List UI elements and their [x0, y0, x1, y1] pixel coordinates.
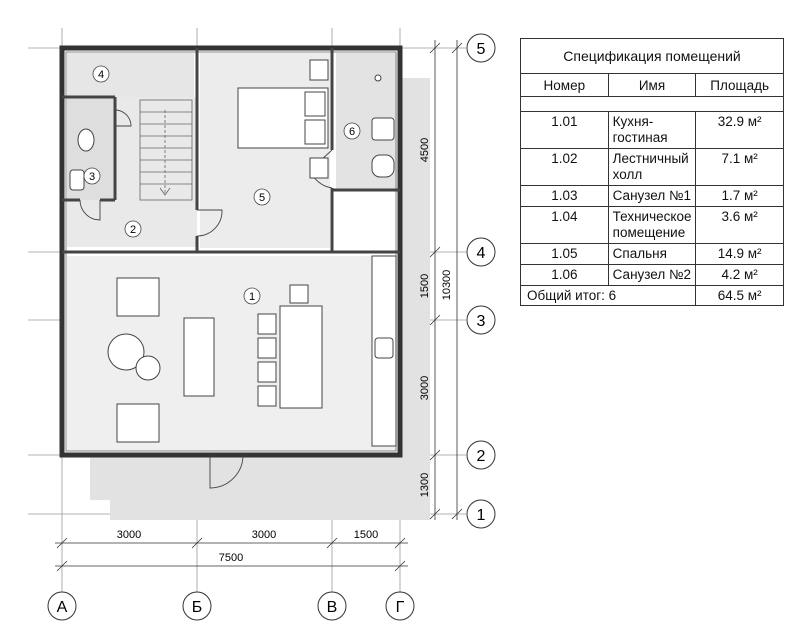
room-marker	[125, 221, 141, 237]
room-marker	[344, 123, 360, 139]
dim-bottom-3000-b: 3000	[251, 529, 277, 541]
svg-text:Г: Г	[395, 599, 405, 616]
axis-bubble-3	[467, 306, 495, 334]
dim-right-4500: 4500	[419, 137, 431, 163]
axis-bubble-a	[48, 592, 76, 620]
svg-text:2: 2	[129, 224, 137, 236]
room-marker	[244, 288, 260, 304]
spec-header-area: Площадь	[696, 74, 784, 97]
dim-right-1500: 1500	[419, 273, 431, 299]
dim-right-1300: 1300	[419, 472, 431, 498]
axis-bubble-2	[467, 441, 495, 469]
building	[62, 48, 400, 488]
table-row: 1.03 Санузел №1 1.7 м²	[521, 186, 784, 207]
svg-text:6: 6	[348, 126, 356, 138]
axis-bubble-4	[467, 238, 495, 266]
table-row: 1.04 Техническое помещение 3.6 м²	[521, 207, 784, 244]
svg-text:2: 2	[476, 448, 486, 465]
table-row: 1.05 Спальня 14.9 м²	[521, 244, 784, 265]
svg-text:5: 5	[258, 192, 266, 204]
room-marker	[93, 66, 109, 82]
room-marker	[254, 189, 270, 205]
room-specification	[520, 38, 784, 306]
table-row: 1.02 Лестничный холл 7.1 м²	[521, 149, 784, 186]
spec-table	[520, 38, 784, 306]
table-row: 1.01 Кухня-гостиная 32.9 м²	[521, 112, 784, 149]
room-5-area	[200, 53, 330, 248]
svg-text:А: А	[56, 599, 68, 616]
axis-markers-vertical	[48, 592, 414, 620]
room-marker	[84, 168, 100, 184]
axis-bubble-v	[318, 592, 346, 620]
dim-bottom-3000-a: 3000	[116, 529, 142, 541]
dim-bottom-total: 7500	[218, 552, 244, 564]
svg-text:3: 3	[88, 171, 96, 183]
svg-text:4: 4	[97, 69, 105, 81]
svg-text:3: 3	[476, 313, 486, 330]
dim-right-total: 10300	[441, 269, 453, 301]
spec-header-number: Номер	[521, 74, 609, 97]
axis-bubble-5	[467, 34, 495, 62]
svg-text:В: В	[326, 599, 338, 616]
svg-text:5: 5	[476, 41, 486, 58]
svg-text:Б: Б	[191, 599, 203, 616]
dim-right-3000: 3000	[419, 375, 431, 401]
axis-bubble-1	[467, 500, 495, 528]
svg-text:1: 1	[476, 507, 486, 524]
spec-total-row	[521, 286, 784, 306]
dim-bottom-1500: 1500	[353, 529, 379, 541]
room-4-area	[67, 53, 194, 97]
axis-bubble-g	[386, 592, 414, 620]
axis-markers-horizontal	[467, 34, 495, 528]
svg-text:4: 4	[476, 245, 486, 262]
axis-bubble-b	[183, 592, 211, 620]
spec-title: Спецификация помещений	[521, 39, 784, 74]
svg-text:1: 1	[248, 291, 256, 303]
spec-total-label: Общий итог: 6	[521, 286, 696, 306]
table-row: 1.06 Санузел №2 4.2 м²	[521, 265, 784, 286]
spec-header-name: Имя	[608, 74, 696, 97]
spec-total-area: 64.5 м²	[696, 286, 784, 306]
